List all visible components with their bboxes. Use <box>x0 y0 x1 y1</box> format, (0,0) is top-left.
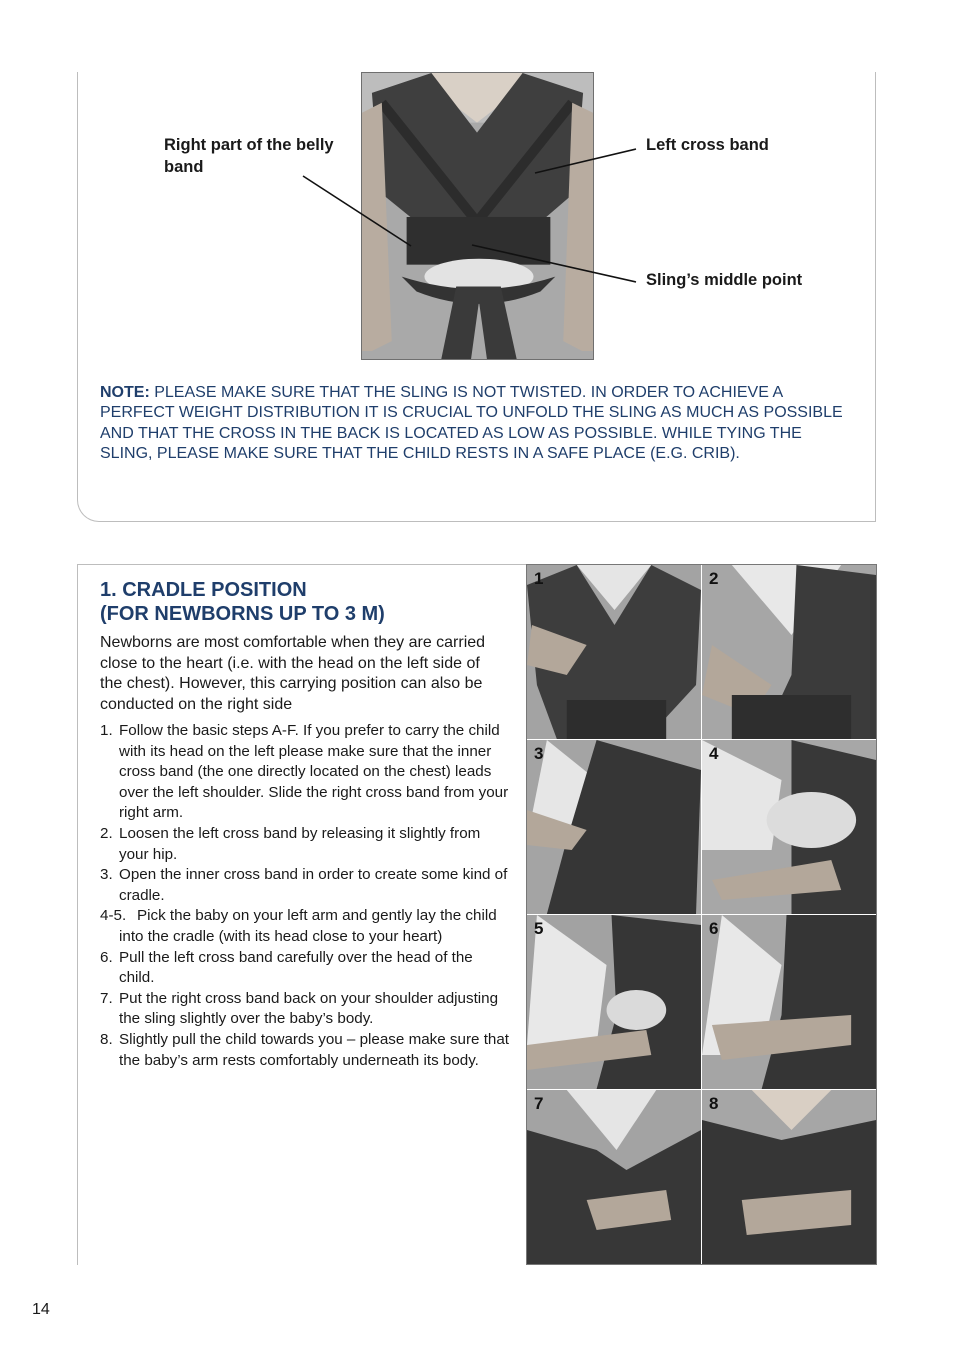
step-text: Follow the basic steps A-F. If you prefer to carry the child with its head on the left please make sure that the inner cross band (the one directly located on the chest) leads over the left shoulder. Slide the right cross band from your right arm. <box>119 722 509 822</box>
step-photo-3 <box>527 740 701 914</box>
step-number: 4-5. <box>100 907 127 925</box>
page-number: 14 <box>32 1301 50 1318</box>
step-text: Loosen the left cross band by releasing it slightly from your hip. <box>119 824 481 863</box>
step-item <box>100 1030 510 1071</box>
label-left-cross-band: Left cross band <box>646 136 769 154</box>
step-photo-8 <box>702 1090 876 1264</box>
section-title-line1: 1. CRADLE POSITION <box>100 579 307 601</box>
label-right-belly-band: Right part of the belly band <box>164 136 334 176</box>
step-photo-number: 6 <box>709 919 719 938</box>
step-text: Pull the left cross band carefully over the head of the child. <box>119 948 473 987</box>
step-text: Put the right cross band back on your shoulder adjusting the sling slightly over the baby’s body. <box>119 989 499 1028</box>
step-photo-1 <box>527 565 701 739</box>
steps-list <box>100 721 510 1071</box>
section-title-line2: (FOR NEWBORNS UP TO 3 M) <box>100 603 385 625</box>
note-paragraph <box>100 383 850 464</box>
step-number: 3. <box>100 866 113 884</box>
step-number: 7. <box>100 989 113 1007</box>
step-item <box>100 948 510 989</box>
step-item <box>100 906 510 947</box>
step-text: Pick the baby on your left arm and gently lay the child into the cradle (with its head close to your heart) <box>119 907 497 945</box>
step-photo-grid <box>526 564 877 1265</box>
step-photo-2 <box>702 565 876 739</box>
step-photo-number: 5 <box>534 919 544 938</box>
step-number: 1. <box>100 722 113 739</box>
note-key: NOTE: <box>100 384 150 401</box>
sling-front-photo <box>361 72 594 360</box>
step-photo-number: 3 <box>534 744 544 763</box>
step-item <box>100 989 510 1030</box>
step-photo-number: 4 <box>709 744 719 763</box>
step-number: 8. <box>100 1030 113 1048</box>
step-photo-6 <box>702 915 876 1089</box>
section-intro: Newborns are most comfortable when they are carried close to the heart (i.e. with the head on the left side of the chest). However, this carrying position can also be conducted on the right side <box>100 634 486 713</box>
step-photo-number: 1 <box>534 569 544 588</box>
label-sling-middle-point: Sling’s middle point <box>646 271 803 289</box>
step-item <box>100 824 510 865</box>
step-photo-7 <box>527 1090 701 1264</box>
step-photo-5 <box>527 915 701 1089</box>
step-photo-4 <box>702 740 876 914</box>
step-text: Open the inner cross band in order to create some kind of cradle. <box>119 866 508 904</box>
step-photo-number: 7 <box>534 1094 544 1113</box>
step-number: 6. <box>100 948 113 966</box>
step-photo-number: 2 <box>709 569 719 588</box>
section-title <box>100 578 500 626</box>
step-item <box>100 865 510 906</box>
step-text: Slightly pull the child towards you – please make sure that the baby’s arm rests comfortably underneath its body. <box>119 1030 510 1069</box>
step-item <box>100 721 510 824</box>
step-number: 2. <box>100 824 113 842</box>
note-text: PLEASE MAKE SURE THAT THE SLING IS NOT TWISTED. IN ORDER TO ACHIEVE A PERFECT WEIGHT DISTRIBUTION IT IS CRUCIAL TO UNFOLD THE SLING AS MUCH AS POSSIBLE AND THAT THE CROSS IN THE BACK IS LOCATED AS LOW AS POSSIBLE. WHILE TYING THE SLING, PLEASE MAKE SURE THAT THE CHILD RESTS IN A SAFE PLACE (E.G. CRIB). <box>100 384 843 462</box>
step-photo-number: 8 <box>709 1094 719 1113</box>
